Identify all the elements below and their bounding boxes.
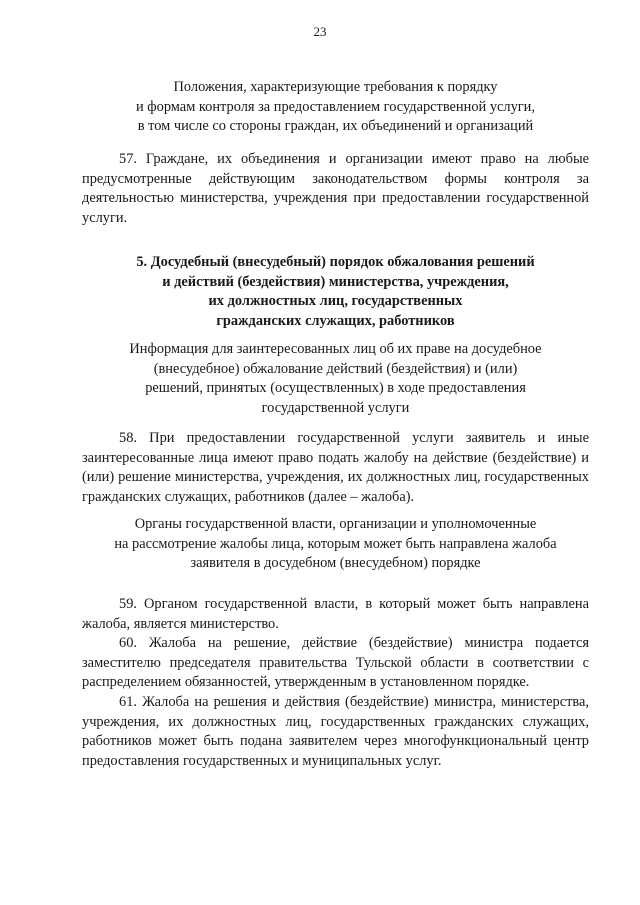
heading-line: Информация для заинтересованных лиц об их праве на досудебное — [129, 341, 542, 357]
heading-line: и действий (бездействия) министерства, учреждения, — [162, 273, 509, 290]
subsection-heading-information — [82, 340, 589, 418]
paragraph-61: 61. Жалоба на решения и действия (бездействие) министра, министерства, учреждения, их должностных лиц, государственных гражданских служащих, работников может быть подана заявителем через многофункциональный центр предоставления государственных и муниципальных услуг. — [82, 693, 589, 769]
heading-line: заявителя в досудебном (внесудебном) порядке — [190, 555, 481, 572]
paragraph-60: 60. Жалоба на решение, действие (бездействие) министра подается заместителю председателя правительства Тульской области в соответствии с распределением обязанностей, утвержденным в установленном порядке. — [82, 635, 589, 691]
paragraphs-59-61-block — [82, 595, 589, 771]
heading-line: (внесудебное) обжалование действий (бездействия) и (или) — [153, 360, 518, 377]
heading-line: в том числе со стороны граждан, их объединений и организаций — [137, 118, 534, 135]
paragraph-57: 57. Граждане, их объединения и организации имеют право на любые предусмотренные действующим законодательством формы контроля за деятельностью министерства, учреждения при предоставлении государственной услуги. — [82, 151, 589, 226]
paragraph-57-block — [82, 150, 589, 228]
section-5-heading — [82, 253, 589, 331]
paragraph-58-block — [82, 429, 589, 507]
page-number: 23 — [313, 24, 327, 39]
heading-line: гражданских служащих, работников — [216, 312, 455, 329]
heading-line: Органы государственной власти, организации и уполномоченные — [134, 516, 537, 532]
heading-line: Положения, характеризующие требования к порядку — [173, 79, 498, 95]
heading-line: на рассмотрение жалобы лица, которым может быть направлена жалоба — [114, 535, 557, 552]
heading-line: и формам контроля за предоставлением государственной услуги, — [136, 98, 535, 115]
subsection-heading-authorities — [82, 515, 589, 574]
heading-line: решений, принятых (осуществленных) в ходе предоставления — [145, 380, 526, 397]
subsection-heading-control — [82, 78, 589, 137]
paragraph-59: 59. Органом государственной власти, в который может быть направлена жалоба, является министерство. — [82, 596, 589, 632]
heading-line: их должностных лиц, государственных — [208, 293, 463, 310]
heading-line: 5. Досудебный (внесудебный) порядок обжалования решений — [136, 254, 535, 270]
paragraph-58: 58. При предоставлении государственной услуги заявитель и иные заинтересованные лица имеют право подать жалобу на действие (бездействие) и (или) решение министерства, учреждения, их должностных лиц, государственных гражданских служащих, работников (далее – жалоба). — [82, 430, 589, 505]
heading-line: государственной услуги — [261, 399, 410, 416]
